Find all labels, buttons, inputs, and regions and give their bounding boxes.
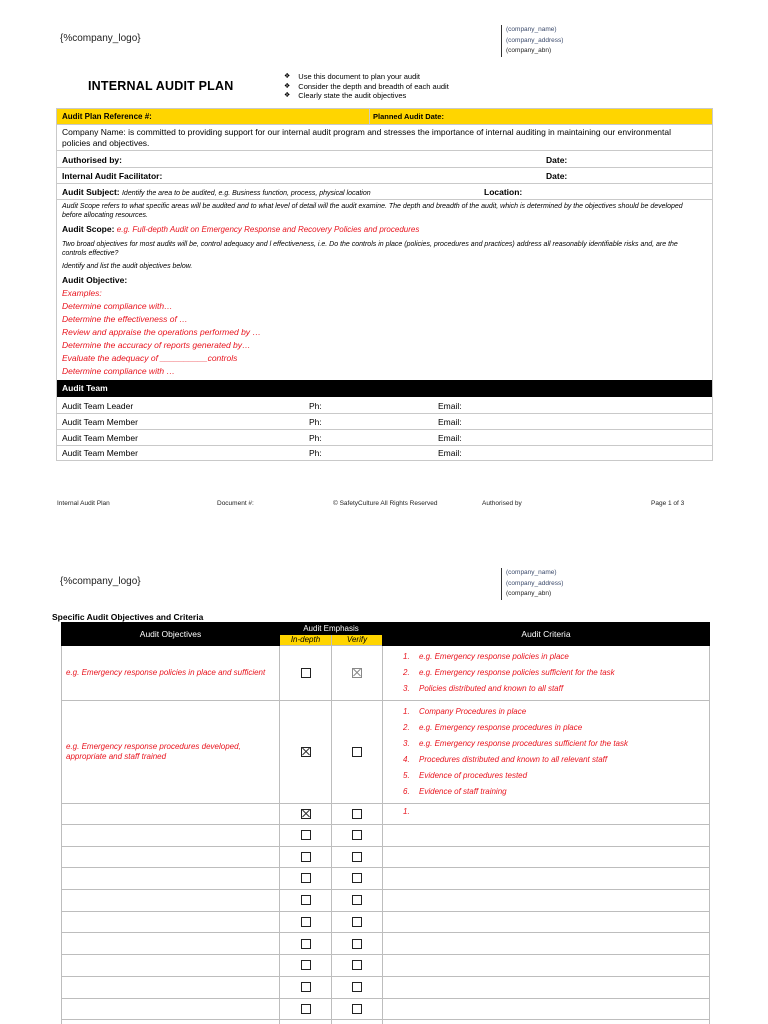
- table-row-empty: [62, 998, 710, 1020]
- header-verify: Verify: [332, 635, 383, 646]
- footer-page-number: Page 1 of 3: [651, 500, 685, 507]
- in-depth-checkbox[interactable]: [301, 895, 311, 905]
- team-row[interactable]: Audit Team Leader Ph: Email:: [62, 401, 462, 411]
- in-depth-checkbox[interactable]: [301, 960, 311, 970]
- verify-checkbox[interactable]: [352, 960, 362, 970]
- in-depth-checkbox[interactable]: [301, 873, 311, 883]
- scope-note: Audit Scope refers to what specific areas will be audited and to what level of detail will the audit examine. The depth and breadth of the audit, which is determined by the objectives should be developed before allocating resources.: [62, 203, 683, 219]
- example-heading: Examples:: [62, 288, 102, 298]
- audit-team-header: Audit Team: [57, 380, 712, 397]
- criteria-cell[interactable]: [383, 804, 710, 825]
- reference-bar: [57, 109, 712, 125]
- objective-cell[interactable]: [62, 1020, 280, 1024]
- in-depth-checkbox[interactable]: [301, 917, 311, 927]
- example-item: Determine compliance with…: [62, 301, 173, 311]
- in-depth-checkbox-checked[interactable]: [301, 809, 311, 819]
- criteria-item: 2. e.g. Emergency response policies sufficient for the task: [403, 668, 615, 677]
- table-row-empty: [62, 911, 710, 933]
- audit-scope-row[interactable]: [62, 224, 419, 234]
- company-address: (company_address): [506, 579, 564, 587]
- company-details: [501, 568, 563, 600]
- example-item: Determine compliance with …: [62, 366, 175, 376]
- table-row-empty: [62, 846, 710, 868]
- company-abn: (company_abn): [506, 590, 552, 597]
- instruction-item: ❖ Use this document to plan your audit: [284, 72, 421, 81]
- audit-scope-label: Audit Scope:: [62, 224, 115, 234]
- footer-doc-number: Document #:: [217, 500, 254, 507]
- criteria-cell[interactable]: [383, 868, 710, 890]
- verify-checkbox[interactable]: [352, 895, 362, 905]
- audit-subject-label: Audit Subject:: [62, 187, 120, 197]
- team-row[interactable]: Audit Team Member Ph: Email:: [62, 433, 462, 443]
- objective-cell[interactable]: [62, 890, 280, 912]
- document-title: INTERNAL AUDIT PLAN: [88, 79, 234, 93]
- criteria-item: 2. e.g. Emergency response procedures in place: [403, 723, 583, 732]
- audit-criteria-table: [61, 622, 710, 1024]
- criteria-item: 1. e.g. Emergency response policies in place: [403, 652, 569, 661]
- criteria-cell[interactable]: [383, 998, 710, 1020]
- authorised-by-field[interactable]: Authorised by:: [62, 155, 122, 165]
- in-depth-checkbox-checked[interactable]: [301, 747, 311, 757]
- criteria-cell[interactable]: [383, 933, 710, 955]
- objectives-note: Two broad objectives for most audits will be, control adequacy and l effectiveness, i.e. Do the controls in place (policies, procedures and practices) address all reasonably identifiable risks and, are the controls effective?: [62, 241, 678, 257]
- table-row-empty: [62, 1020, 710, 1024]
- verify-checkbox[interactable]: [352, 809, 362, 819]
- in-depth-checkbox[interactable]: [301, 852, 311, 862]
- header-in-depth: In-depth: [280, 635, 332, 646]
- instruction-item: ❖ Clearly state the audit objectives: [284, 91, 407, 100]
- company-name: (company_name): [506, 569, 557, 576]
- location-field[interactable]: Location:: [484, 187, 523, 197]
- criteria-item: 6. Evidence of staff training: [403, 787, 507, 796]
- facilitator-field[interactable]: Internal Audit Facilitator:: [62, 171, 163, 181]
- company-name: (company_name): [506, 26, 557, 33]
- diamond-bullet-icon: ❖: [284, 73, 291, 80]
- audit-objective-label: Audit Objective:: [62, 275, 128, 285]
- header-audit-objectives: Audit Objectives: [62, 623, 280, 646]
- criteria-cell[interactable]: [383, 646, 710, 701]
- company-address: (company_address): [506, 36, 564, 44]
- objective-cell[interactable]: [62, 911, 280, 933]
- verify-checkbox[interactable]: [352, 982, 362, 992]
- verify-checkbox[interactable]: [352, 852, 362, 862]
- criteria-item: 3. e.g. Emergency response procedures sufficient for the task: [403, 739, 628, 748]
- audit-subject-row[interactable]: [62, 187, 371, 197]
- objective-cell[interactable]: [62, 998, 280, 1020]
- footer-authorised: Authorised by: [482, 500, 522, 507]
- diamond-bullet-icon: ❖: [284, 92, 291, 99]
- objective-cell[interactable]: [62, 955, 280, 977]
- instruction-item: ❖ Consider the depth and breadth of each audit: [284, 81, 449, 91]
- diamond-bullet-icon: ❖: [284, 82, 291, 90]
- instruction-list: [284, 72, 449, 101]
- criteria-cell[interactable]: [383, 955, 710, 977]
- objective-cell[interactable]: e.g. Emergency response policies in place and sufficient: [62, 646, 280, 701]
- criteria-cell[interactable]: [383, 976, 710, 998]
- criteria-cell[interactable]: [383, 846, 710, 868]
- table-row: [62, 804, 710, 825]
- verify-checkbox-checked[interactable]: [352, 668, 362, 678]
- section-title: Specific Audit Objectives and Criteria: [52, 612, 204, 622]
- objective-cell[interactable]: [62, 825, 280, 847]
- date-field[interactable]: Date:: [546, 155, 568, 165]
- company-logo-placeholder: {%company_logo}: [60, 576, 141, 587]
- footer-copyright: © SafetyCulture All Rights Reserved: [333, 500, 438, 507]
- objective-cell[interactable]: [62, 846, 280, 868]
- in-depth-checkbox[interactable]: [301, 1004, 311, 1014]
- example-item: Determine the effectiveness of …: [62, 314, 188, 324]
- team-row[interactable]: Audit Team Member Ph: Email:: [62, 417, 462, 427]
- example-item: Review and appraise the operations performed by …: [62, 327, 261, 337]
- company-statement: Company Name: is committed to providing support for our internal audit program and stresses the importance of internal auditing in maintaining our environmental policies and objectives.: [62, 127, 672, 148]
- audit-subject-hint: Identify the area to be audited, e.g. Business function, process, physical location: [121, 190, 371, 197]
- company-logo-placeholder: {%company_logo}: [60, 33, 141, 44]
- in-depth-checkbox[interactable]: [301, 668, 311, 678]
- in-depth-checkbox[interactable]: [301, 939, 311, 949]
- objective-cell[interactable]: e.g. Emergency response procedures developed, appropriate and staff trained: [62, 701, 280, 804]
- table-row: [62, 646, 710, 701]
- team-row[interactable]: Audit Team Member Ph: Email:: [62, 448, 462, 458]
- verify-checkbox[interactable]: [352, 873, 362, 883]
- criteria-item: 3. Policies distributed and known to all staff: [403, 684, 564, 693]
- audit-scope-example: e.g. Full-depth Audit on Emergency Response and Recovery Policies and procedures: [116, 225, 420, 234]
- verify-checkbox[interactable]: [352, 939, 362, 949]
- criteria-item: 4. Procedures distributed and known to all relevant staff: [403, 755, 608, 764]
- table-row-empty: [62, 868, 710, 890]
- objective-cell[interactable]: [62, 804, 280, 825]
- in-depth-checkbox[interactable]: [301, 982, 311, 992]
- example-item: Determine the accuracy of reports generated by…: [62, 340, 251, 350]
- objectives-note-2: Identify and list the audit objectives below.: [62, 263, 193, 270]
- plan-reference-field[interactable]: Audit Plan Reference #:: [62, 112, 152, 121]
- verify-checkbox[interactable]: [352, 830, 362, 840]
- example-item: Evaluate the adequacy of __________controls: [62, 353, 238, 363]
- header-audit-criteria: Audit Criteria: [383, 623, 710, 646]
- in-depth-checkbox[interactable]: [301, 830, 311, 840]
- table-row-empty: [62, 890, 710, 912]
- date-field[interactable]: Date:: [546, 171, 568, 181]
- table-row: [62, 701, 710, 804]
- planned-date-field[interactable]: Planned Audit Date:: [373, 112, 444, 121]
- criteria-item: 5. Evidence of procedures tested: [403, 771, 528, 780]
- company-details: [501, 25, 563, 57]
- objective-cell[interactable]: [62, 976, 280, 998]
- audit-plan-form: [56, 108, 713, 461]
- footer-doc-name: Internal Audit Plan: [57, 500, 110, 507]
- objective-cell[interactable]: [62, 933, 280, 955]
- table-row-empty: [62, 976, 710, 998]
- criteria-item: 1.: [403, 807, 410, 816]
- criteria-cell[interactable]: [383, 911, 710, 933]
- table-row-empty: [62, 933, 710, 955]
- criteria-cell[interactable]: [383, 1020, 710, 1024]
- criteria-cell[interactable]: [383, 701, 710, 804]
- criteria-cell[interactable]: [383, 825, 710, 847]
- header-audit-emphasis: Audit Emphasis: [280, 623, 383, 635]
- verify-checkbox[interactable]: [352, 917, 362, 927]
- table-row-empty: [62, 825, 710, 847]
- objective-cell[interactable]: [62, 868, 280, 890]
- company-abn: (company_abn): [506, 47, 552, 54]
- table-row-empty: [62, 955, 710, 977]
- criteria-item: 1. Company Procedures in place: [403, 707, 527, 716]
- verify-checkbox[interactable]: [352, 747, 362, 757]
- criteria-cell[interactable]: [383, 890, 710, 912]
- verify-checkbox[interactable]: [352, 1004, 362, 1014]
